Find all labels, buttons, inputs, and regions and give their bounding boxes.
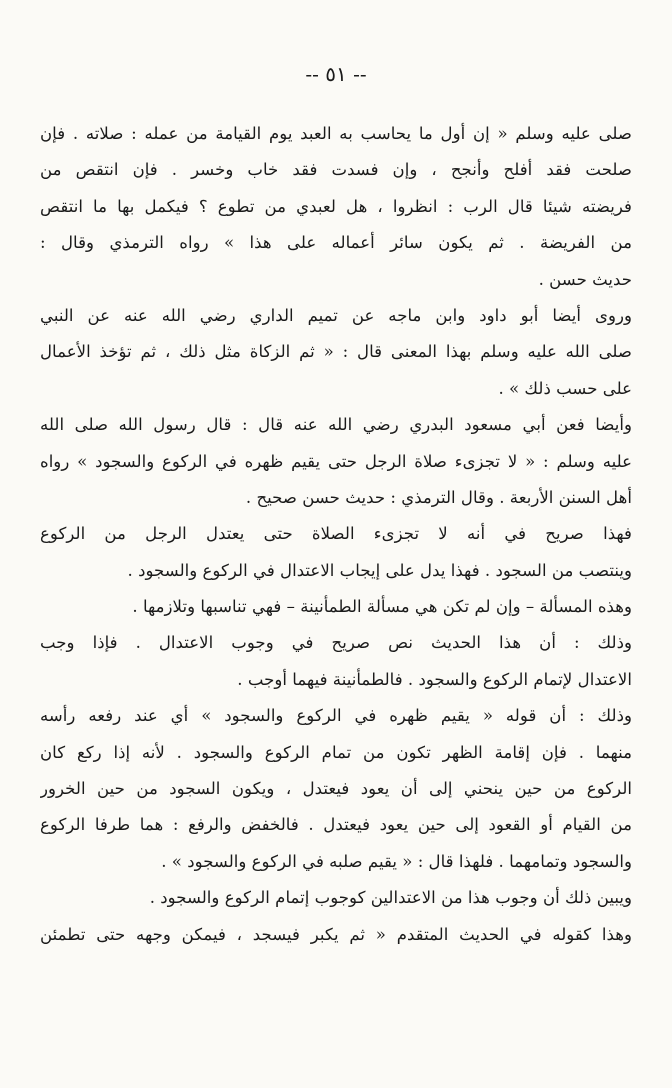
text-line: وذلك : أن هذا الحديث نص صريح في وجوب الاعتدال . فإذا وجب [40, 633, 632, 653]
page-number: -- ٥١ -- [305, 62, 367, 86]
text-line: عليه وسلم : « لا تجزىء صلاة الرجل حتى يقيم ظهره في الركوع والسجود » رواه [40, 451, 632, 471]
text-line: صلى عليه وسلم « إن أول ما يحاسب به العبد يوم القيامة من عمله : صلاته . فإن [40, 124, 632, 143]
text-line: من الفريضة . ثم يكون سائر أعماله على هذا » رواه الترمذي وقال : [40, 233, 632, 253]
text-line: وينتصب من السجود . فهذا يدل على إيجاب الاعتدال في الركوع والسجود . [127, 560, 632, 580]
text-line: حديث حسن . [538, 269, 632, 289]
text-line: الركوع من حين ينحني إلى أن يعود فيعتدل ، ويكون السجود من حين الخرور [40, 779, 632, 799]
text-line: صلحت فقد أفلح وأنجح ، وإن فسدت فقد خاب وخسر . فإن انتقص من [40, 160, 632, 180]
text-line: والسجود وتمامهما . فلهذا قال : « يقيم صلبه في الركوع والسجود » . [161, 851, 632, 871]
text-line: منهما . فإن إقامة الظهر تكون من تمام الركوع والسجود . لأنه إذا ركع كان [40, 742, 632, 762]
text-line: فهذا صريح في أنه لا تجزىء الصلاة حتى يعتدل الرجل من الركوع [40, 524, 632, 544]
text-line: وهذا كقوله في الحديث المتقدم « ثم يكبر فيسجد ، فيمكن وجهه حتى تطمئن [40, 924, 632, 944]
text-line: ويبين ذلك أن وجوب هذا من الاعتدالين كوجوب إتمام الركوع والسجود . [149, 888, 632, 908]
text-line: صلى الله عليه وسلم بهذا المعنى قال : « ثم الزكاة مثل ذلك ، ثم تؤخذ الأعمال [40, 342, 632, 362]
text-line: وهذه المسألة – وإن لم تكن هي مسألة الطمأنينة – فهي تناسبها وتلازمها . [132, 597, 632, 617]
text-line: الاعتدال لإتمام الركوع والسجود . فالطمأنينة فيهما أوجب . [237, 669, 632, 689]
body-text [40, 116, 632, 953]
text-line: وذلك : أن قوله « يقيم ظهره في الركوع والسجود » أي عند رفعه رأسه [40, 706, 632, 726]
text-line: أهل السنن الأربعة . وقال الترمذي : حديث حسن صحيح . [245, 487, 632, 507]
text-line: فريضته شيئا قال الرب : انظروا ، هل لعبدي من تطوع ؟ فيكمل بها ما انتقص [40, 196, 632, 216]
text-line: على حسب ذلك » . [498, 378, 632, 398]
text-line: وأيضا فعن أبي مسعود البدري رضي الله عنه قال : قال رسول الله صلى الله [40, 415, 632, 435]
text-line: وروى أيضا أبو داود وابن ماجه عن تميم الداري رضي الله عنه عن النبي [40, 305, 632, 325]
text-line: من القيام أو القعود إلى حين يعود فيعتدل . فالخفض والرفع : هما طرفا الركوع [40, 815, 632, 835]
